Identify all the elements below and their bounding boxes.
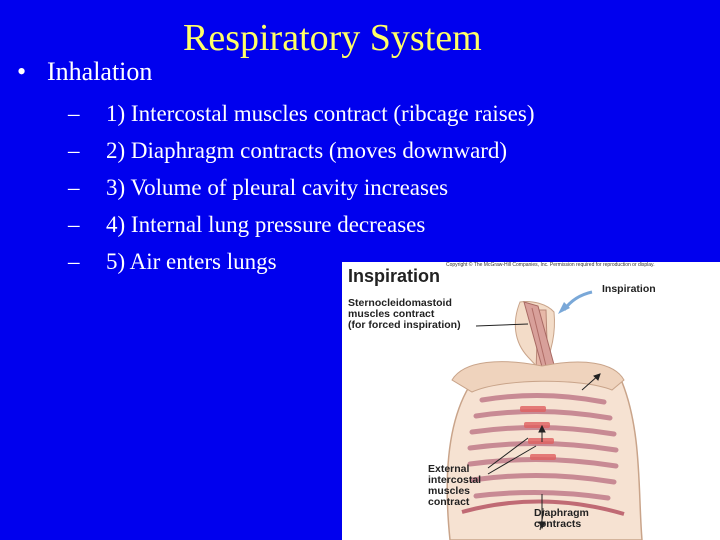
- inhalation-steps-list: [68, 100, 535, 285]
- label-line: Sternocleidomastoid: [348, 297, 452, 309]
- bullet-inhalation: [17, 57, 152, 87]
- dash-marker: –: [68, 138, 80, 163]
- label-diaphragm: [534, 508, 589, 530]
- figure-title: Inspiration: [348, 266, 441, 286]
- list-item-text: 3) Volume of pleural cavity increases: [106, 175, 449, 200]
- list-item-text: 2) Diaphragm contracts (moves downward): [106, 138, 508, 163]
- slide-title: Respiratory System: [183, 17, 482, 59]
- bullet-marker: •: [17, 57, 27, 86]
- dash-marker: –: [68, 212, 80, 237]
- list-item-text: 4) Internal lung pressure decreases: [106, 212, 426, 237]
- label-line: intercostal: [428, 474, 482, 486]
- label-sternocleidomastoid: [348, 298, 461, 331]
- dash-marker: –: [68, 175, 80, 200]
- label-line: contract: [428, 496, 470, 508]
- list-item-text: 5) Air enters lungs: [106, 249, 277, 274]
- label-line: Diaphragm: [534, 507, 589, 519]
- list-item-text: 1) Intercostal muscles contract (ribcage raises): [106, 101, 535, 126]
- label-line: contracts: [534, 518, 582, 530]
- inspiration-figure: [342, 262, 720, 540]
- label-line: muscles: [428, 485, 471, 497]
- label-line: External: [428, 463, 470, 475]
- dash-marker: –: [68, 101, 80, 126]
- list-item: [68, 100, 535, 137]
- figure-copyright: Copyright © The McGraw-Hill Companies, Inc. Permission required for reproduction or display.: [446, 262, 655, 268]
- label-inspiration: Inspiration: [602, 283, 656, 295]
- label-external-intercostal: [428, 464, 481, 508]
- label-line: (for forced inspiration): [348, 319, 461, 331]
- list-item: [68, 137, 535, 174]
- list-item: [68, 174, 535, 211]
- dash-marker: –: [68, 249, 80, 274]
- label-line: muscles contract: [348, 308, 435, 320]
- list-item: [68, 211, 535, 248]
- bullet-text: Inhalation: [47, 57, 153, 86]
